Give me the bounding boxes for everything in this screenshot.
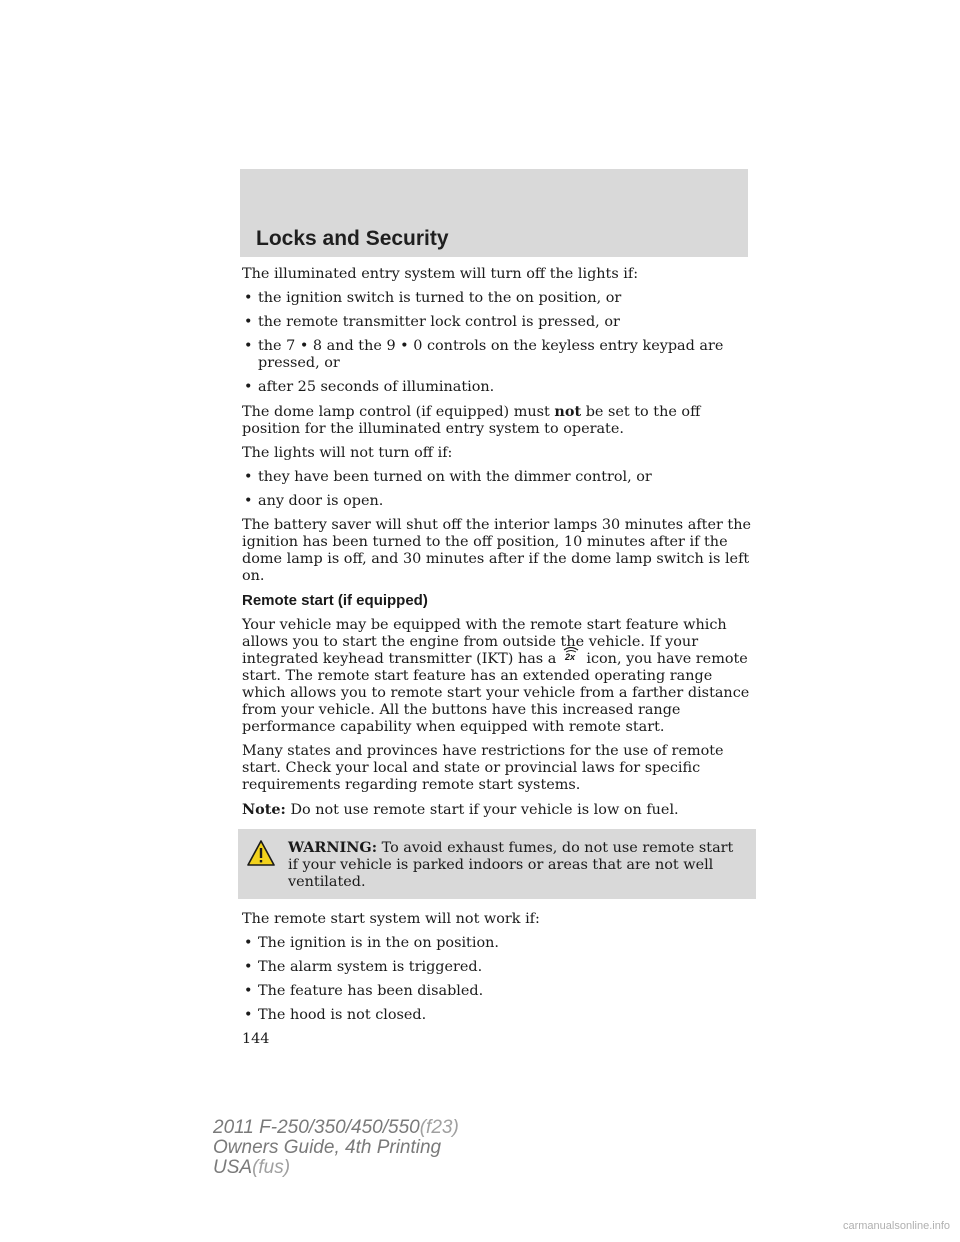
note-text: Do not use remote start if your vehicle is low on fuel.: [285, 802, 679, 818]
section-title: Locks and Security: [256, 227, 449, 250]
dome-text-post: be set to the off position for the illuminated entry system to operate.: [242, 404, 701, 437]
nowork-intro: The remote start system will not work if:: [242, 911, 540, 927]
note-paragraph: [242, 801, 752, 819]
dome-text-pre: The dome lamp control (if equipped) must: [242, 404, 555, 420]
page-number: 144: [242, 1031, 270, 1047]
remote-start-2x-icon: [562, 647, 580, 661]
watermark-link[interactable]: carmanualsonline.info: [842, 1220, 950, 1232]
illuminated-entry-list: [242, 290, 752, 396]
warning-label: WARNING:: [288, 839, 378, 856]
battery-saver-paragraph: The battery saver will shut off the interior lamps 30 minutes after the ignition has been turned to the off position, 10 minutes after if the dome lamp is off, and 30 minutes after if the dome lamp switch is left on.: [242, 517, 751, 584]
footer-line-3: [213, 1158, 459, 1178]
note-label: Note:: [242, 801, 286, 818]
warning-text: [242, 839, 744, 891]
nowork-list: [242, 935, 752, 1024]
warning-body: To avoid exhaust fumes, do not use remote start if your vehicle is parked indoors or areas that are not well ventilated.: [288, 840, 734, 890]
list-item: • any door is open.: [242, 493, 752, 510]
lights-intro: The lights will not turn off if:: [242, 445, 453, 461]
footer-model: 2011 F-250/350/450/550: [213, 1117, 420, 1138]
footer-line-2: Owners Guide, 4th Printing: [213, 1137, 442, 1158]
illuminated-entry-intro: The illuminated entry system will turn off the lights if:: [242, 266, 639, 282]
list-item: • the ignition switch is turned to the on position, or: [242, 290, 752, 307]
list-item: • they have been turned on with the dimmer control, or: [242, 469, 752, 486]
warning-box: [238, 829, 756, 899]
dome-lamp-paragraph: [242, 403, 752, 438]
footer-country: USA: [213, 1157, 253, 1178]
warning-triangle-icon: [246, 839, 276, 867]
remote-text-pre: Your vehicle may be equipped with the remote start feature which allows you to start the engine from outside the vehicle. If your integrated keyhead transmitter (IKT) has a: [242, 617, 727, 667]
remote-start-paragraph: [242, 617, 752, 736]
page-content: [242, 266, 752, 1048]
remote-text-post: icon, you have remote start. The remote start feature has an extended operating range which allows you to remote start your vehicle from a farther distance from your vehicle. All the buttons have this increased range performance capability when equipped with remote start.: [242, 651, 750, 735]
list-item: • the remote transmitter lock control is pressed, or: [242, 314, 752, 331]
footer-country-code: (fus): [252, 1157, 291, 1178]
list-item: • The ignition is in the on position.: [242, 935, 752, 952]
lights-list: [242, 469, 752, 510]
list-item: • The hood is not closed.: [242, 1007, 752, 1024]
list-item: • the 7 • 8 and the 9 • 0 controls on the keyless entry keypad are pressed, or: [242, 338, 752, 372]
restrictions-paragraph: Many states and provinces have restrictions for the use of remote start. Check your local and state or provincial laws for specific requirements regarding remote start systems.: [242, 743, 724, 793]
list-item: • The feature has been disabled.: [242, 983, 752, 1000]
document-footer: [213, 1118, 459, 1178]
footer-line-1: [213, 1118, 459, 1138]
list-item: • The alarm system is triggered.: [242, 959, 752, 976]
list-item: • after 25 seconds of illumination.: [242, 379, 752, 396]
icon-label: 2x: [565, 652, 576, 661]
dome-text-bold: not: [554, 403, 582, 420]
footer-model-code: (f23): [419, 1117, 459, 1138]
section-header-band: [240, 169, 748, 257]
remote-start-heading: Remote start (if equipped): [242, 592, 428, 609]
